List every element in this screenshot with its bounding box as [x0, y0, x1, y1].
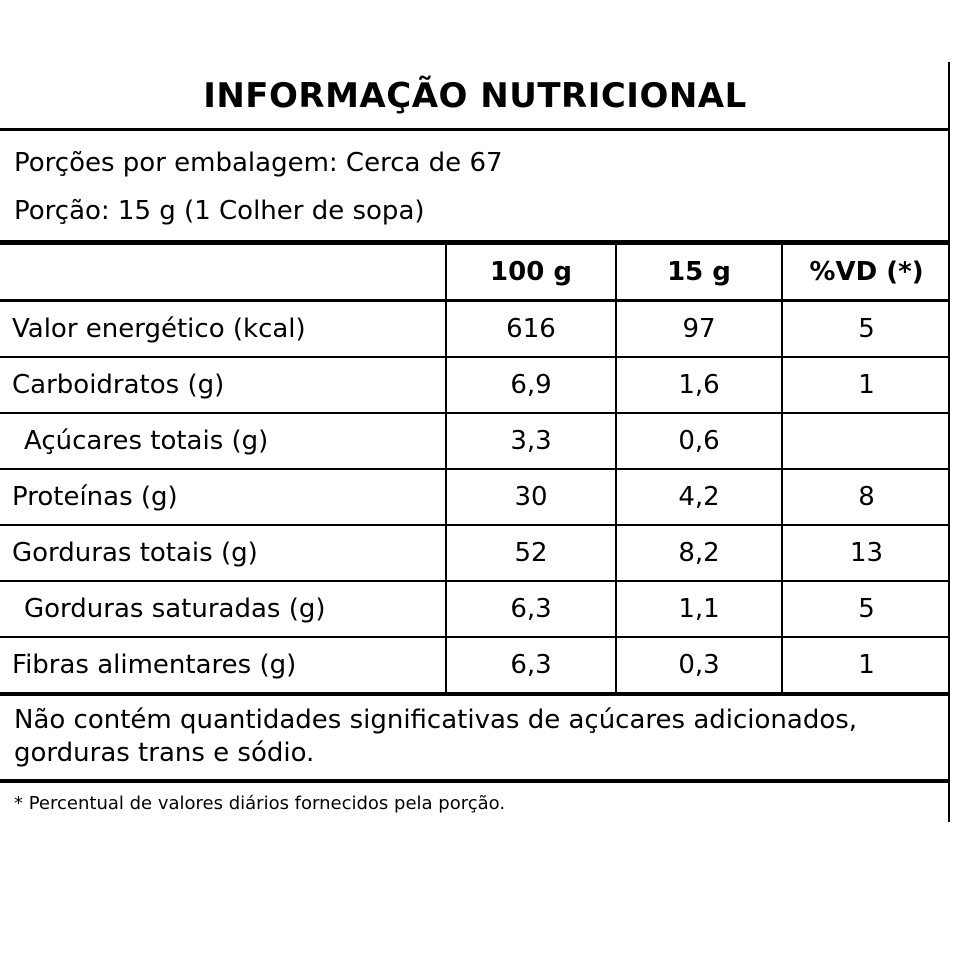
serving-size: Porção: 15 g (1 Colher de sopa)	[14, 195, 425, 226]
row-label: Gorduras saturadas (g)	[0, 581, 446, 637]
column-header-vd: %VD (*)	[782, 245, 950, 301]
row-label: Fibras alimentares (g)	[0, 637, 446, 692]
vd-footnote: * Percentual de valores diários fornecidos pela porção.	[14, 793, 506, 815]
row-value-per-100g: 6,3	[446, 637, 616, 692]
row-label: Carboidratos (g)	[0, 357, 446, 413]
row-value-per-100g: 6,9	[446, 357, 616, 413]
table-row	[0, 637, 950, 692]
row-value-vd: 8	[782, 469, 950, 525]
row-value-per-100g: 3,3	[446, 413, 616, 469]
page-title: INFORMAÇÃO NUTRICIONAL	[0, 62, 950, 131]
row-value-vd: 5	[782, 301, 950, 358]
row-value-per-portion: 1,1	[616, 581, 782, 637]
row-value-vd	[782, 413, 950, 469]
table-row	[0, 301, 950, 358]
row-value-per-portion: 0,6	[616, 413, 782, 469]
table-row	[0, 525, 950, 581]
column-header-nutrient	[0, 245, 446, 301]
row-value-per-100g: 52	[446, 525, 616, 581]
table-row	[0, 581, 950, 637]
row-label: Valor energético (kcal)	[0, 301, 446, 358]
row-label: Proteínas (g)	[0, 469, 446, 525]
nutrition-facts-panel	[0, 62, 950, 822]
row-value-vd: 5	[782, 581, 950, 637]
row-value-per-100g: 6,3	[446, 581, 616, 637]
row-value-per-100g: 30	[446, 469, 616, 525]
row-value-per-portion: 97	[616, 301, 782, 358]
row-value-vd: 1	[782, 357, 950, 413]
table-row	[0, 469, 950, 525]
row-label: Açúcares totais (g)	[0, 413, 446, 469]
nutrition-table	[0, 245, 950, 692]
row-label: Gorduras totais (g)	[0, 525, 446, 581]
row-value-vd: 1	[858, 650, 875, 681]
row-value-per-portion: 4,2	[616, 469, 782, 525]
column-header-per-100g: 100 g	[446, 245, 616, 301]
column-header-per-portion: 15 g	[616, 245, 782, 301]
row-value-vd: 13	[782, 525, 950, 581]
panel-right-border	[948, 62, 950, 822]
servings-per-package: Porções por embalagem: Cerca de 67	[14, 148, 503, 178]
table-header-row	[0, 245, 950, 301]
row-value-per-portion: 1,6	[616, 357, 782, 413]
no-significant-amounts-note: Não contém quantidades significativas de açúcares adicionados, gorduras trans e sódio.	[0, 692, 950, 783]
servings-info	[0, 131, 950, 240]
table-row	[0, 357, 950, 413]
row-value-per-100g: 616	[446, 301, 616, 358]
row-value-per-portion: 0,3	[616, 637, 782, 692]
table-row	[0, 413, 950, 469]
row-value-per-portion: 8,2	[616, 525, 782, 581]
